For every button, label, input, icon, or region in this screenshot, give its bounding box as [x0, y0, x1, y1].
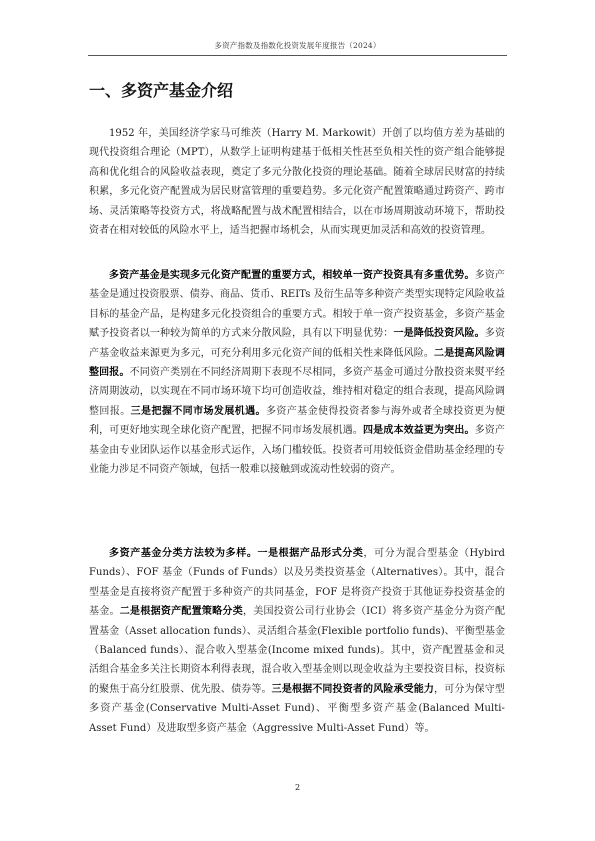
classification-1-body: ，可分为混合型基金（Hybird Funds）、FOF 基金（Funds of Funds）以及另类投资基金（Alternatives）。其中，混合型基金是直接将资产配置于多种资产的共同基金，FOF 是将资产投资于其他证券投资基金的基金。	[89, 548, 506, 618]
advantages-body: 多资产基金是通过投资股票、债券、商品、货币、REITs 及衍生品等多种资产类型实现特定风险收益目标的基金产品，是构建多元化投资组合的重要方式。相较于单一资产投资基金，多资产基金赋予投资者以一种较为简单的方式来分散风险，具有以下明显优势：	[89, 270, 505, 340]
advantage-4-heading: 四是成本效益更为突出。	[363, 425, 475, 437]
header-divider	[88, 55, 507, 56]
paragraph-classification	[89, 544, 505, 738]
running-header: 多资产指数及指数化投资发展年度报告（2024）	[214, 41, 381, 50]
paragraph-mpt-intro: 1952 年，美国经济学家马可维茨（Harry M. Markowit）开创了以均值方差为基础的现代投资组合理论（MPT），从数学上证明构建基于低相关性甚至负相关性的资产组合能够提高和优化组合的风险收益表现，奠定了多元分散化投资的理论基础。随着全球居民财富的持续积累，多元化资产配置成为居民财富管理的重要趋势。多元化资产配置策略通过跨资产、跨市场、灵活策略等投资方式，将战略配置与战术配置相结合，以在市场周期波动环境下，帮助投资者在相对较低的风险水平上，适当把握市场机会，从而实现更加灵活和高效的投资管理。	[89, 128, 505, 237]
advantage-1-body: 多资产基金收益来源更为多元，可充分利用多元化资产间的低相关性来降低风险。	[89, 328, 505, 359]
classification-3-heading: 三是根据不同投资者的风险承受能力	[271, 683, 435, 695]
advantages-heading: 多资产基金是实现多元化资产配置的重要方式，相较单一资产投资具有多重优势。	[109, 270, 475, 281]
advantage-2-heading: 二是提高风险调整回报。	[89, 347, 505, 379]
classification-2-heading: 二是根据资产配置策略分类	[119, 606, 243, 618]
classification-2-body: ，美国投资公司行业协会（ICI）将多资产基金分为资产配置基金（Asset allocation funds）、灵活组合基金(Flexible portfolio funds)、平衡型基金（Balanced funds）、混合收入型基金(Income mixed funds)。其中，资产配置基金和灵活组合基金多关注长期资本利得表现，混合收入型基金则以现金收益为主要投资目标，投资标的聚焦于高分红股票、优先股、债券等。	[89, 606, 505, 695]
advantage-3-heading: 三是把握不同市场发展机遇。	[130, 405, 266, 417]
advantage-2-body: 不同资产类别在不同经济周期下表现不尽相同，多资产基金可通过分散投资来熨平经济周期波动，以实现在不同市场环境下均可创造收益，维持相对稳定的组合表现，提高风险调整回报。	[89, 367, 505, 417]
page-number: 2	[294, 783, 301, 792]
classification-3-body: ，可分为保守型多资产基金(Conservative Multi-Asset Fund)、平衡型多资产基金(Balanced Multi-Asset Fund）及进取型多资产基金（Aggressive Multi-Asset Fund）等。	[89, 683, 505, 734]
classification-heading: 多资产基金分类方法较为多样。一是根据产品形式分类	[109, 548, 364, 559]
section-title: 一、多资产基金介绍	[89, 81, 234, 100]
advantage-3-body: 多资产基金使得投资者参与海外或者全球投资更为便利，可更好地实现全球化资产配置，把握不同市场发展机遇。	[89, 405, 505, 437]
advantage-1-heading: 一是降低投资风险。	[393, 328, 485, 340]
paragraph-multi-asset-advantages	[89, 266, 505, 479]
advantage-4-body: 多资产基金由专业团队运作以基金形式运作，入场门槛较低。投资者可用较低资金借助基金经理的专业能力涉足不同资产领域，包括一般难以接触到或流动性较弱的资产。	[89, 425, 505, 476]
